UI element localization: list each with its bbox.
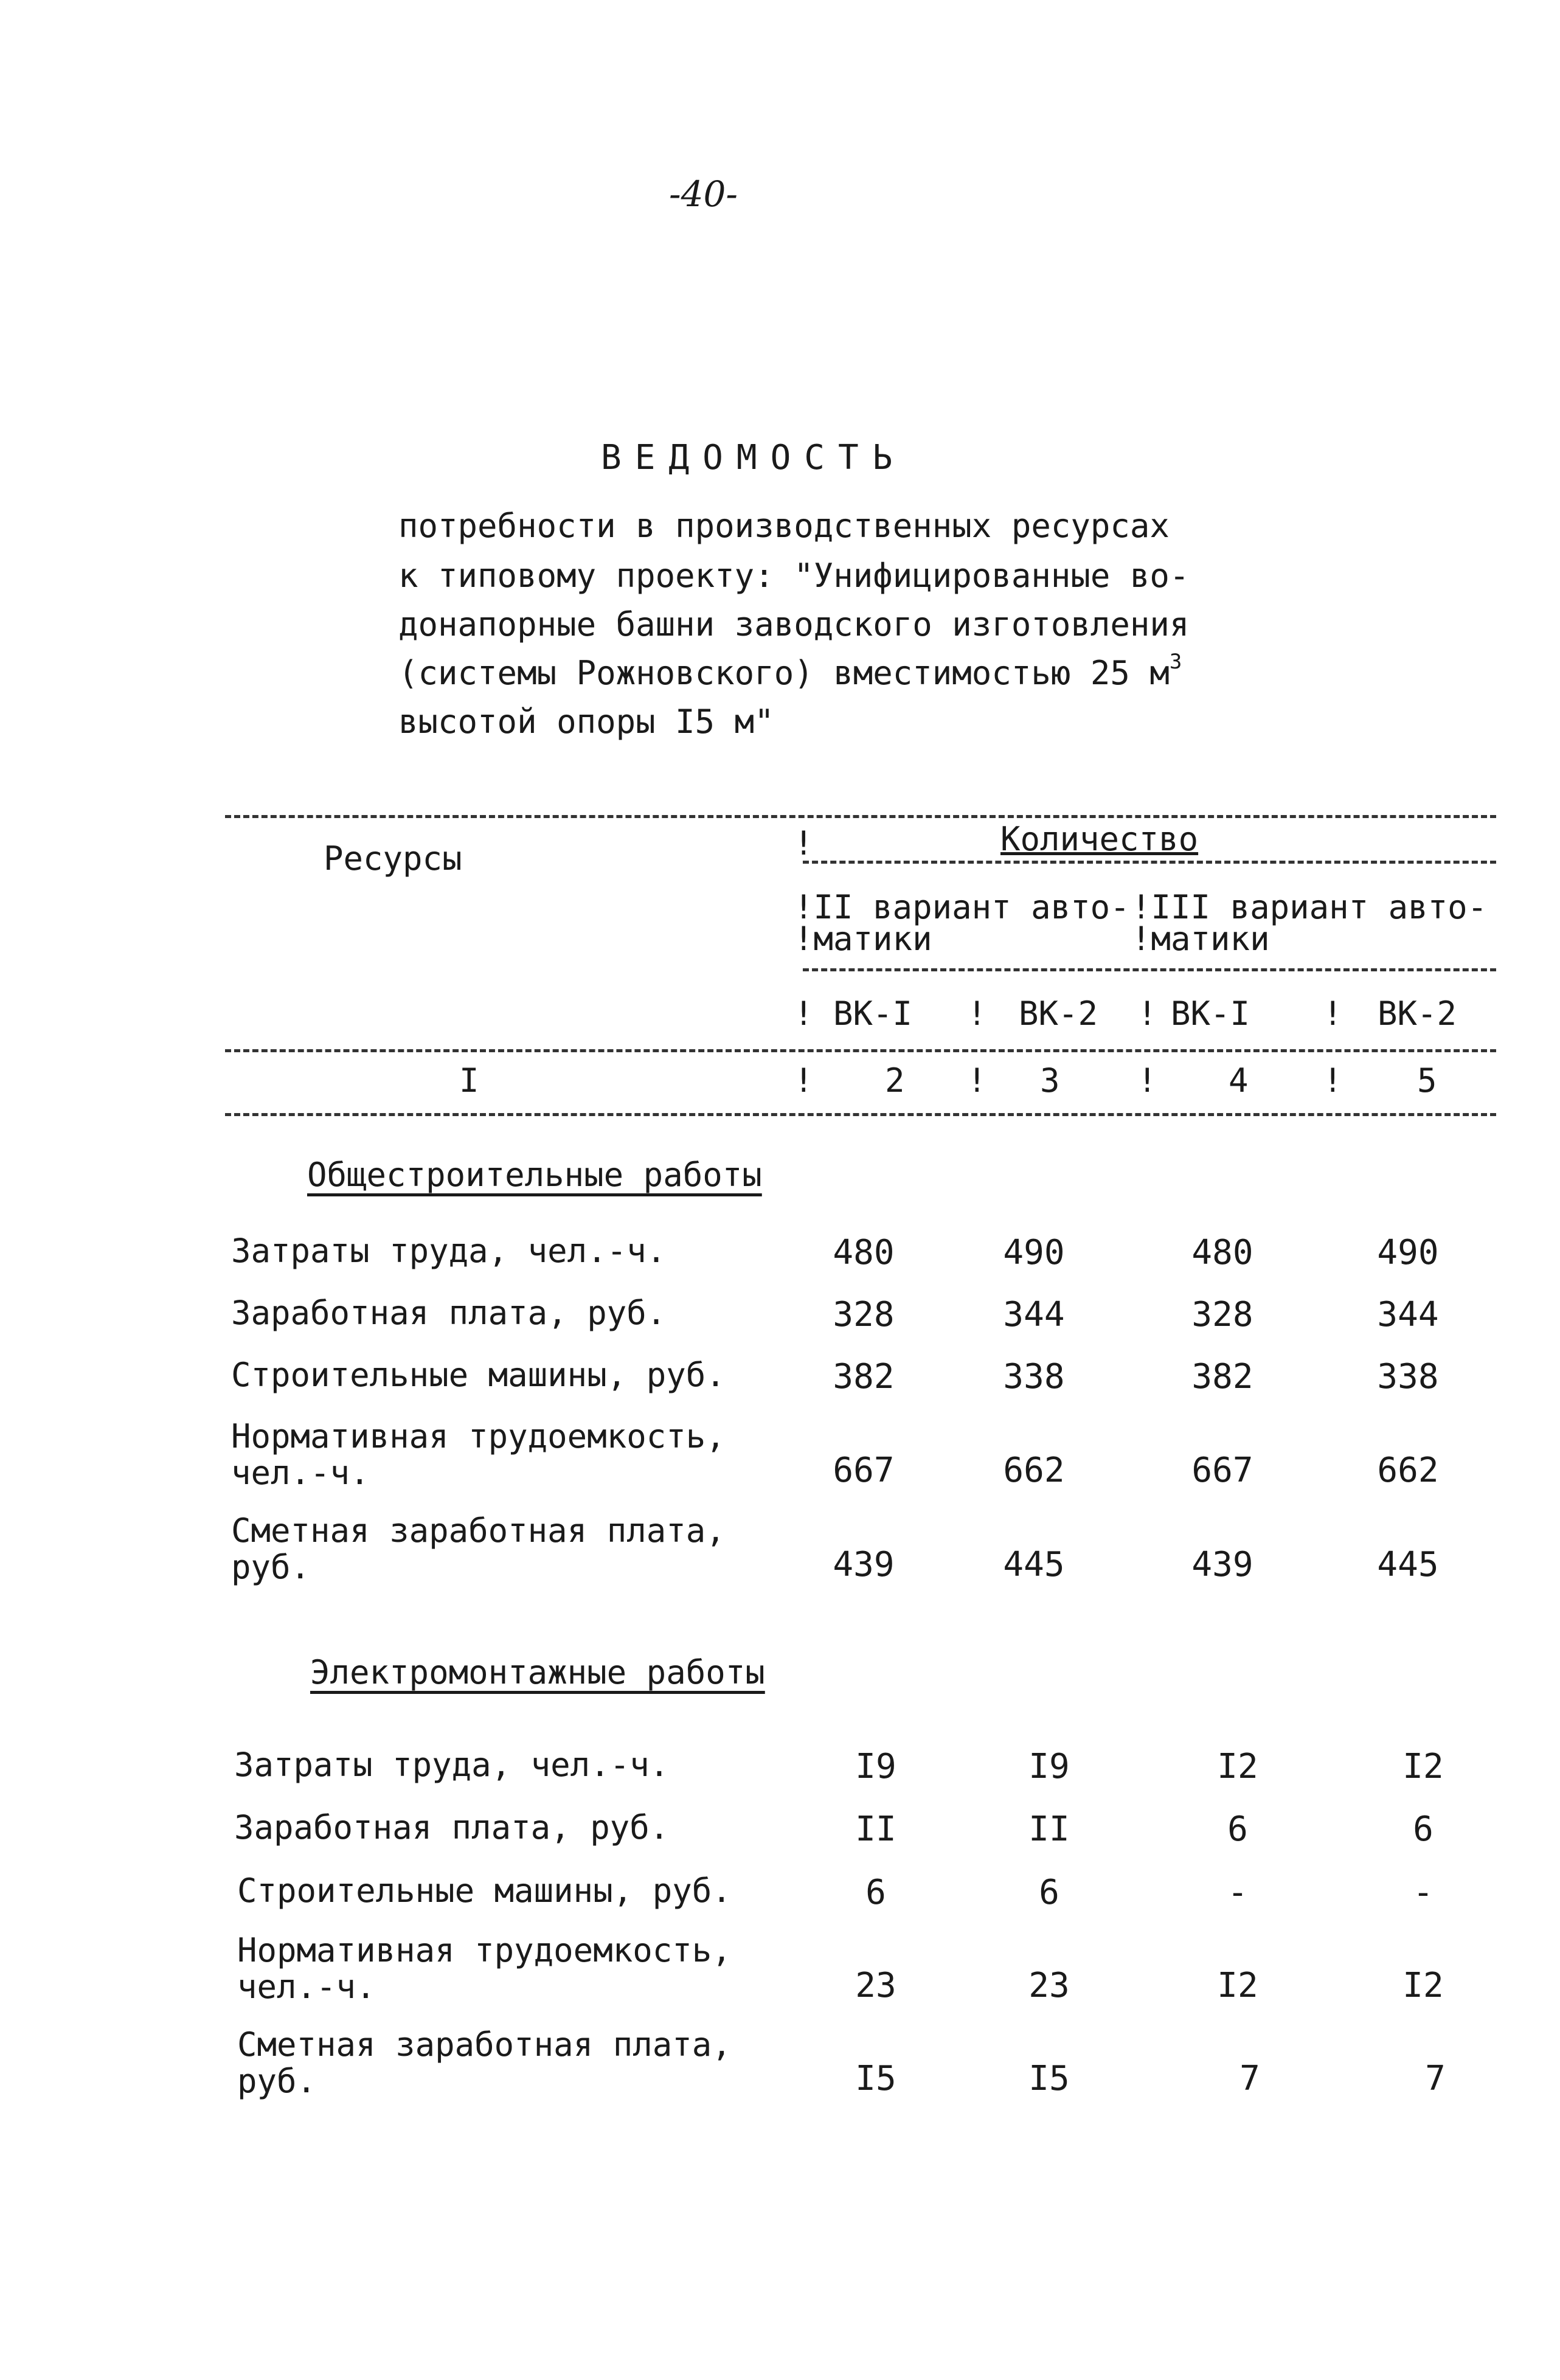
value-cell: 7 — [1239, 2059, 1260, 2098]
row-label: Нормативная трудоемкость, — [231, 1417, 726, 1455]
value-cell: 328 — [833, 1295, 895, 1334]
numbers-bottom-rule — [225, 1113, 1496, 1116]
value-cell: 6 — [1039, 1873, 1059, 1912]
header-vk2-variant3: ВК-2 — [1378, 994, 1457, 1033]
value-cell: 344 — [1377, 1295, 1439, 1334]
header-vk1-variant3: ВК-I — [1171, 994, 1250, 1033]
value-cell: 7 — [1425, 2059, 1446, 2098]
value-cell: 6 — [1227, 1809, 1248, 1849]
value-cell: 6 — [865, 1873, 886, 1912]
row-label: Заработная плата, руб. — [234, 1808, 670, 1847]
row-label: Строительные машины, руб. — [231, 1356, 726, 1394]
value-cell: 344 — [1003, 1295, 1065, 1334]
value-cell: I5 — [855, 2059, 896, 2098]
section-title: Электромонтажные работы — [310, 1653, 765, 1691]
document-title: ВЕДОМОСТЬ — [601, 438, 906, 477]
variant2-label-cont: матики — [813, 920, 932, 958]
value-cell: 23 — [1028, 1966, 1070, 2005]
column-separator: ! — [1131, 920, 1151, 958]
subtitle-line-5: высотой опоры I5 м" — [398, 703, 774, 741]
value-cell: 667 — [1191, 1451, 1253, 1490]
value-cell: II — [855, 1809, 896, 1849]
value-cell: 490 — [1377, 1233, 1439, 1272]
variant3-label: III вариант авто- — [1151, 888, 1488, 926]
value-cell: II — [1028, 1809, 1070, 1849]
volume-superscript: 3 — [1169, 650, 1182, 674]
variant2-label: II вариант авто- — [813, 888, 1130, 926]
value-cell: I2 — [1217, 1747, 1258, 1786]
value-cell: I9 — [855, 1747, 896, 1786]
value-cell: 439 — [833, 1545, 895, 1584]
value-cell: 328 — [1191, 1295, 1253, 1334]
value-cell: 445 — [1003, 1545, 1065, 1584]
value-cell: I9 — [1028, 1747, 1070, 1786]
value-cell: 480 — [1191, 1233, 1253, 1272]
value-cell: I2 — [1402, 1966, 1444, 2005]
subtitle-line-2: к типовому проекту: "Унифицированные во- — [398, 557, 1190, 595]
column-separator: ! — [794, 888, 814, 926]
column-separator: ! — [794, 994, 814, 1033]
value-cell: 490 — [1003, 1233, 1065, 1272]
value-cell: 6 — [1413, 1809, 1433, 1849]
column-separator: ! — [1323, 994, 1343, 1033]
value-cell: I5 — [1028, 2059, 1070, 2098]
column-separator: ! — [967, 994, 987, 1033]
value-cell: 662 — [1377, 1451, 1439, 1490]
header-quantity: Количество — [1000, 820, 1199, 858]
value-cell: 382 — [833, 1357, 895, 1396]
column-separator: ! — [967, 1061, 987, 1100]
value-cell: 338 — [1377, 1357, 1439, 1396]
value-cell: 23 — [855, 1966, 896, 2005]
column-number-4: 4 — [1229, 1061, 1249, 1100]
subtitle-line-1: потребности в производственных ресурсах — [398, 507, 1170, 545]
row-label: Нормативная трудоемкость, — [237, 1931, 732, 1969]
column-separator: ! — [1323, 1061, 1343, 1100]
column-separator: ! — [794, 824, 814, 862]
page-number: -40- — [669, 173, 738, 215]
row-label-cont: чел.-ч. — [231, 1454, 370, 1492]
header-vk2-variant2: ВК-2 — [1019, 994, 1098, 1033]
value-cell: 439 — [1191, 1545, 1253, 1584]
header-variant2-line2 — [794, 920, 932, 958]
row-label-cont: руб. — [237, 2062, 317, 2100]
header-bottom-rule — [225, 1049, 1496, 1052]
column-number-2: 2 — [885, 1061, 905, 1100]
header-variant3-line2 — [1131, 920, 1270, 958]
row-label-cont: руб. — [231, 1548, 311, 1586]
variant-rule — [803, 968, 1496, 971]
section-title: Общестроительные работы — [307, 1156, 762, 1194]
row-label: Сметная заработная плата, — [231, 1511, 726, 1550]
value-cell: 480 — [833, 1233, 895, 1272]
value-cell: 662 — [1003, 1451, 1065, 1490]
column-separator: ! — [1137, 994, 1157, 1033]
row-label: Затраты труда, чел.-ч. — [231, 1232, 667, 1270]
row-label: Заработная плата, руб. — [231, 1294, 667, 1332]
value-cell: 338 — [1003, 1357, 1065, 1396]
quantity-rule — [803, 861, 1496, 864]
row-label: Затраты труда, чел.-ч. — [234, 1746, 670, 1784]
row-label: Сметная заработная плата, — [237, 2025, 732, 2064]
value-cell: 445 — [1377, 1545, 1439, 1584]
value-cell: 667 — [833, 1451, 895, 1490]
subtitle-line-3: донапорные башни заводского изготовления — [398, 605, 1190, 644]
header-vk1-variant2: ВК-I — [833, 994, 913, 1033]
column-separator: ! — [794, 920, 814, 958]
row-label: Строительные машины, руб. — [237, 1872, 732, 1910]
value-cell: - — [1227, 1873, 1248, 1912]
column-separator: ! — [794, 1061, 814, 1100]
value-cell: I2 — [1402, 1747, 1444, 1786]
value-cell: I2 — [1217, 1966, 1258, 2005]
variant3-label-cont: матики — [1151, 920, 1270, 958]
table-top-rule — [225, 815, 1496, 818]
value-cell: - — [1413, 1873, 1433, 1912]
column-number-1: I — [459, 1061, 479, 1100]
row-label-cont: чел.-ч. — [237, 1968, 376, 2006]
subtitle-line-4 — [398, 650, 1213, 692]
column-number-3: 3 — [1040, 1061, 1060, 1100]
column-separator: ! — [1131, 888, 1151, 926]
column-number-5: 5 — [1417, 1061, 1437, 1100]
header-resources: Ресурсы — [324, 839, 462, 878]
column-separator: ! — [1137, 1061, 1157, 1100]
subtitle-line-4-text: (системы Рожновского) вместимостью 25 м — [398, 654, 1170, 692]
value-cell: 382 — [1191, 1357, 1253, 1396]
